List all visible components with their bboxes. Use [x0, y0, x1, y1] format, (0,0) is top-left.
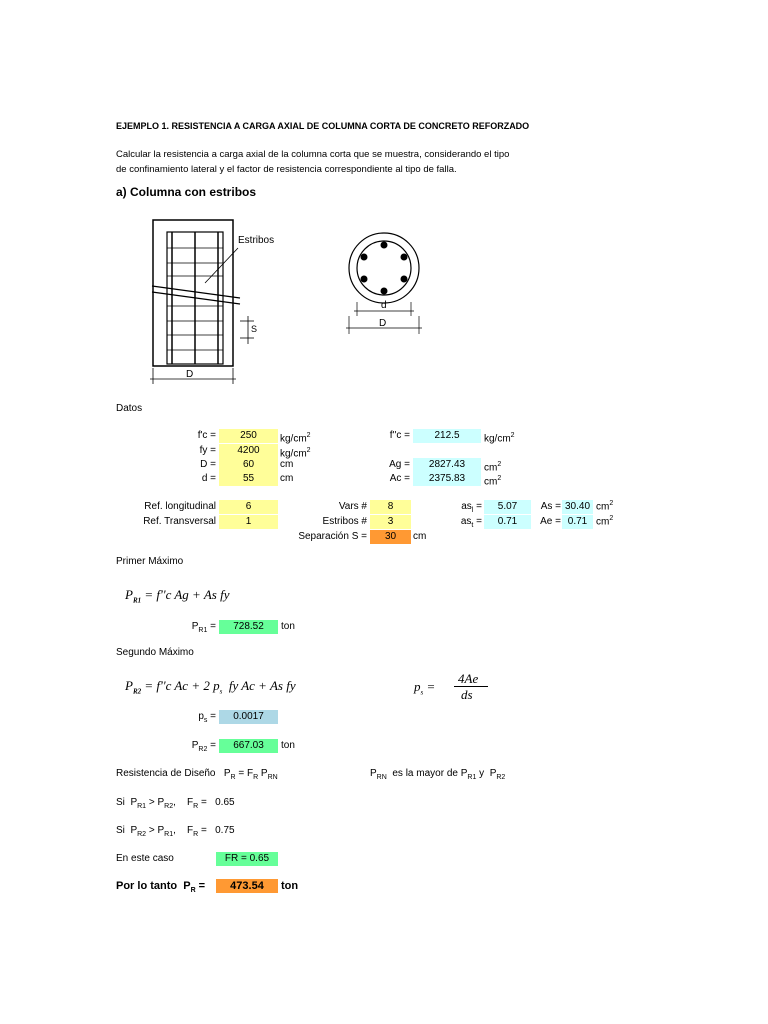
ast-value: 0.71	[484, 515, 531, 529]
pr2-unit: ton	[281, 740, 295, 751]
si2-condition: Si $P_{R2} > P_{R1}$, $F_R = 0.75$	[116, 825, 235, 838]
asl-label: $as_l$ =	[461, 501, 482, 514]
caso-value: FR = 0.65	[216, 852, 278, 866]
por-lo-tanto-unit: ton	[281, 880, 299, 892]
D-unit: cm	[280, 459, 294, 470]
D-input-label: D =	[200, 459, 216, 470]
intro-text	[116, 147, 576, 177]
Ae-label: Ae =	[540, 516, 561, 527]
fcc-value: 212.5	[413, 429, 481, 443]
Ag-label: Ag =	[389, 459, 410, 470]
segundo-maximo-label: Segundo Máximo	[116, 647, 194, 658]
separacion-value[interactable]: 30	[370, 530, 411, 544]
si1-condition: Si $P_{R1} > P_{R2}$, $F_R = 0.65$	[116, 797, 235, 810]
pr2-result-label: $P_{R2}$ =	[191, 740, 216, 753]
Ac-unit: $cm^2$	[484, 475, 502, 488]
fc-value[interactable]: 250	[219, 429, 278, 443]
vars-value[interactable]: 8	[370, 500, 411, 514]
ps-result-value: 0.0017	[219, 710, 278, 724]
pr1-result-label: $P_{R1}$ =	[191, 621, 216, 634]
D-label-elevation: D	[186, 369, 194, 380]
datos-label: Datos	[116, 403, 143, 414]
D-label-section: D	[379, 318, 387, 329]
As-unit: $cm^2$	[596, 500, 614, 513]
Ag-unit: $cm^2$	[484, 461, 502, 474]
d-input-label: d =	[201, 473, 216, 484]
pr1-formula: $P_{R1} = f''c$ Ag + As fy	[125, 587, 230, 605]
por-lo-tanto-value: 473.54	[216, 879, 278, 893]
ref-trans-label: Ref. Transversal	[143, 516, 216, 527]
column-elevation-figure	[150, 218, 290, 394]
separacion-label: Separación S =	[298, 531, 367, 542]
diseno-label: Resistencia de Diseño $P_R = F_R$ $P_{RN}$	[116, 768, 278, 781]
estribos-num-label: Estribos #	[322, 516, 367, 527]
fcc-label: f''c =	[389, 430, 410, 441]
estribos-label: Estribos	[238, 235, 275, 246]
As-label: As =	[540, 501, 561, 512]
page-title: EJEMPLO 1. RESISTENCIA A CARGA AXIAL DE COLUMNA CORTA DE CONCRETO REFORZADO	[116, 121, 530, 131]
por-lo-tanto-label: Por lo tanto $P_R$ =	[116, 880, 206, 895]
s-label: S	[251, 324, 258, 334]
fcc-unit: $kg/cm^2$	[484, 432, 515, 445]
column-section-figure	[344, 230, 428, 338]
primer-maximo-label: Primer Máximo	[116, 556, 184, 567]
asl-value: 5.07	[484, 500, 531, 514]
fc-label: f'c =	[197, 430, 216, 441]
pr2-formula: $P_{R2} = f''c$ Ac + 2 $p_s$ fy Ac + As fy	[125, 678, 296, 696]
Ag-value: 2827.43	[413, 458, 481, 472]
section-heading: a) Columna con estribos	[116, 185, 257, 199]
estribos-num-value[interactable]: 3	[370, 515, 411, 529]
d-value[interactable]: 55	[219, 472, 278, 486]
fy-value[interactable]: 4200	[219, 444, 278, 458]
Ae-value: 0.71	[562, 515, 593, 529]
fy-unit: $kg/cm^2$	[280, 447, 311, 460]
ref-long-label: Ref. longitudinal	[144, 501, 216, 512]
intro-line-1: Calcular la resistencia a carga axial de la columna corta que se muestra, considerando el tipo	[116, 149, 510, 160]
ref-trans-value[interactable]: 1	[219, 515, 278, 529]
pr1-unit: ton	[281, 621, 295, 632]
Ac-label: Ac =	[389, 473, 410, 484]
As-value: 30.40	[562, 500, 593, 514]
separacion-unit: cm	[413, 531, 427, 542]
intro-line-2: de confinamiento lateral y el factor de resistencia correspondiente al tipo de falla.	[116, 164, 457, 175]
pr2-result-value: 667.03	[219, 739, 278, 753]
caso-label: En este caso	[116, 853, 174, 864]
fy-label: fy =	[199, 445, 216, 456]
ast-label: $as_t$ =	[460, 516, 482, 529]
Ae-unit: $cm^2$	[596, 515, 614, 528]
ref-long-value[interactable]: 6	[219, 500, 278, 514]
D-value[interactable]: 60	[219, 458, 278, 472]
Ac-value: 2375.83	[413, 472, 481, 486]
pr1-result-value: 728.52	[219, 620, 278, 634]
fc-unit: $kg/cm^2$	[280, 432, 311, 445]
d-label-section: d	[381, 300, 387, 311]
d-unit: cm	[280, 473, 294, 484]
vars-label: Vars #	[338, 501, 367, 512]
prn-note: $P_{RN}$ es la mayor de $P_{R1}$ y $P_{R2}$	[370, 768, 506, 781]
ps-result-label: $p_s$ =	[198, 711, 216, 724]
